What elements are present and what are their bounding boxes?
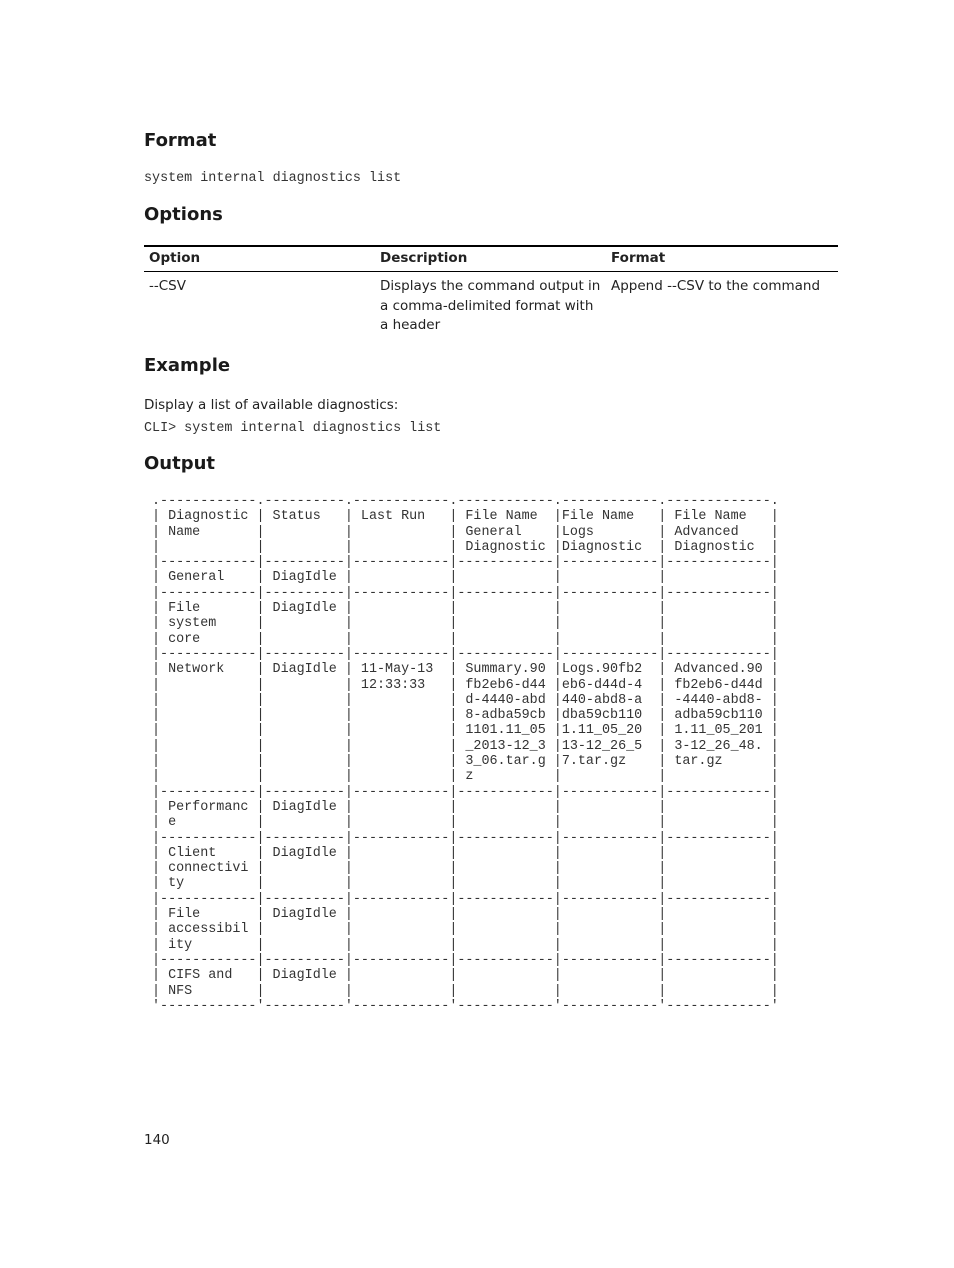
options-heading: Options bbox=[144, 204, 223, 225]
output-ascii-table: .------------.----------.------------.------------.------------.-------------. | Diagnostic | Status | Last Run | File Name |File Name | File Name | | Name | | | General |Logs | Advanced | | | | | Diagnostic |Diagnostic | Diagnostic | |------------|----------|------------|------------|------------|-------------| | General | DiagIdle | | | | | |------------|----------|------------|------------|------------|-------------| | File | DiagIdle | | | | | | system | | | | | | | core | | | | | | |------------|----------|------------|------------|------------|-------------| | Network | DiagIdle | 11-May-13 | Summary.90 |Logs.90fb2 | Advanced.90 | | | | 12:33:33 | fb2eb6-d44 |eb6-d44d-4 | fb2eb6-d44d | | | | | d-4440-abd |440-abd8-a | -4440-abd8- | | | | | 8-adba59cb |dba59cb110 | adba59cb110 | | | | | 1101.11_05 |1.11_05_20 | 1.11_05_201 | | | | | _2013-12_3 |13-12_26_5 | 3-12_26_48. | | | | | 3_06.tar.g |7.tar.gz | tar.gz | | | | | z | | | |------------|----------|------------|------------|------------|-------------| | Performanc | DiagIdle | | | | | | e | | | | | | |------------|----------|------------|------------|------------|-------------| | Client | DiagIdle | | | | | | connectivi | | | | | | | ty | | | | | | |------------|----------|------------|------------|------------|-------------| | File | DiagIdle | | | | | | accessibil | | | | | | | ity | | | | | | |------------|----------|------------|------------|------------|-------------| | CIFS and | DiagIdle | | | | | | NFS | | | | | | '------------'----------'------------'------------'------------'-------------' bbox=[152, 494, 779, 1014]
format-heading: Format bbox=[144, 130, 217, 151]
example-command: CLI> system internal diagnostics list bbox=[144, 421, 442, 436]
options-table-header-row bbox=[144, 246, 838, 272]
column-header-option: Option bbox=[144, 246, 375, 272]
format-cell: Append --CSV to the command bbox=[611, 278, 821, 294]
options-table bbox=[144, 245, 838, 341]
page-number: 140 bbox=[144, 1132, 170, 1148]
output-heading: Output bbox=[144, 453, 216, 474]
example-heading: Example bbox=[144, 355, 231, 376]
description-cell: Displays the command output in a comma-delimited format with a header bbox=[380, 278, 601, 333]
option-cell: --CSV bbox=[149, 278, 186, 294]
column-header-format: Format bbox=[606, 246, 838, 272]
format-command: system internal diagnostics list bbox=[144, 171, 402, 186]
column-header-description: Description bbox=[375, 246, 606, 272]
example-description: Display a list of available diagnostics: bbox=[144, 397, 399, 413]
table-row bbox=[144, 272, 838, 341]
